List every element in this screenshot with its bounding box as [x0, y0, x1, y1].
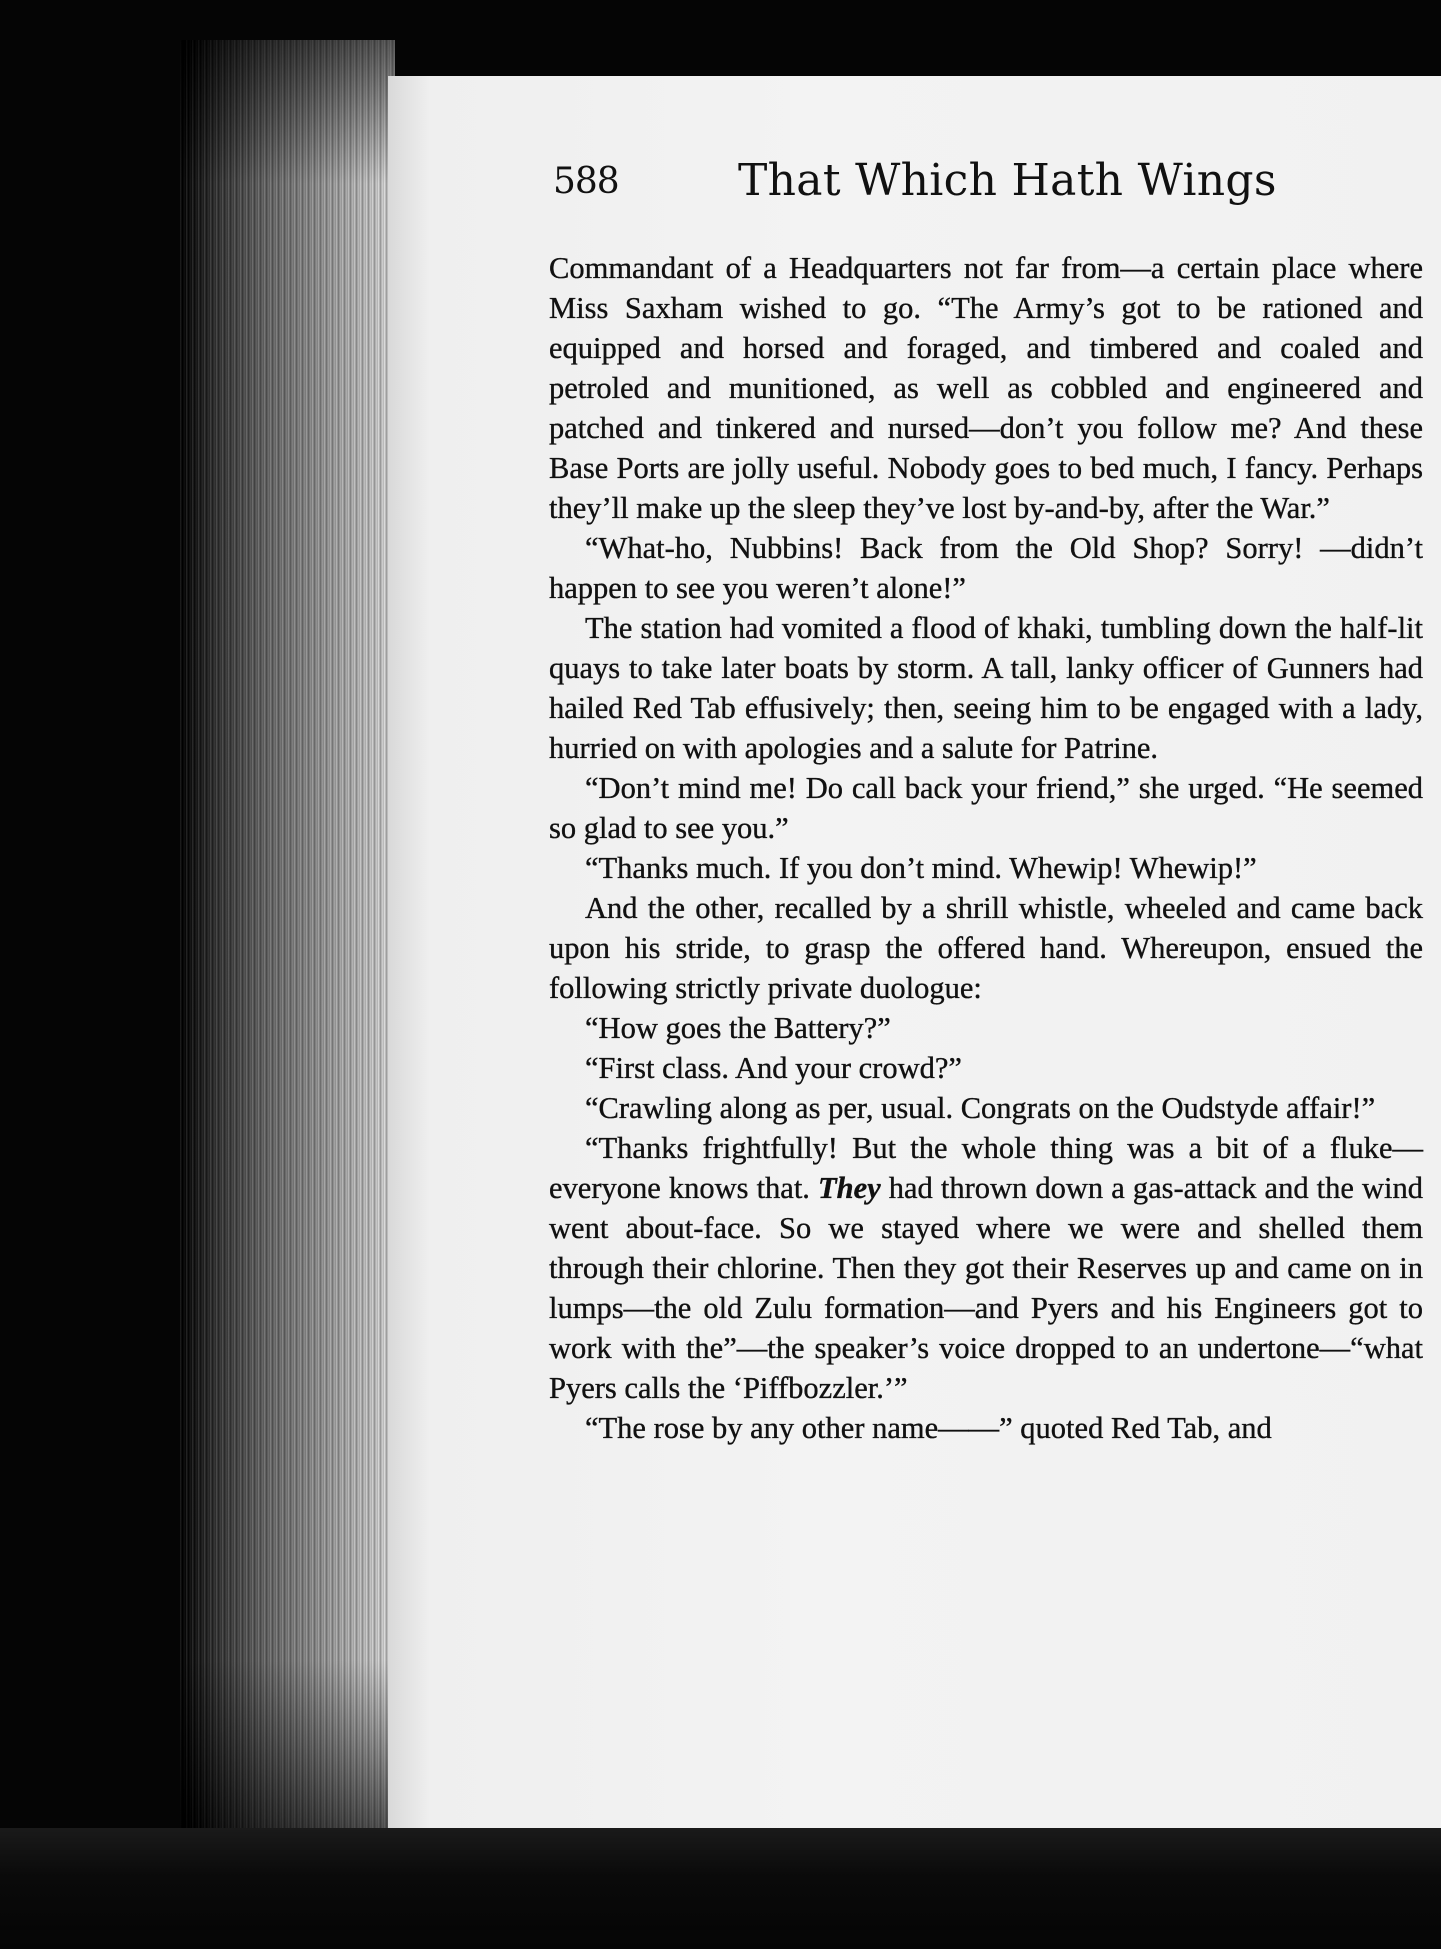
emphasized-word: They [818, 1171, 881, 1205]
page-number: 588 [553, 161, 619, 202]
bottom-shadow [0, 1828, 1441, 1949]
book-title: That Which Hath Wings [738, 155, 1277, 206]
paragraph-text: “Thanks frightfully! But the whole thing was a bit of a fluke—everyone knows that. [549, 1131, 1423, 1205]
body-text [549, 248, 1423, 1448]
paragraph: “How goes the Battery?” [585, 1011, 891, 1045]
paragraph: The station had vomited a flood of khaki, tumbling down the half-lit quays to take later boats by storm. A tall, lanky officer of Gunners had hailed Red Tab effusively; then, seeing him to be engaged with a lady, hurried on with apologies and a salute for Patrine. [549, 611, 1423, 765]
paragraph: “Don’t mind me! Do call back your friend,” she urged. “He seemed so glad to see you.” [549, 771, 1423, 845]
paragraph: Commandant of a Headquarters not far from—a certain place where Miss Saxham wished to go. “The Army’s got to be rationed and equipped and horsed and foraged, and timbered and coaled and petroled and munitioned, as well as cobbled and engineered and patched and tinkered and nursed—don’t you follow me? And these Base Ports are jolly useful. Nobody goes to bed much, I fancy. Perhaps they’ll make up the sleep they’ve lost by-and-by, after the War.” [549, 251, 1423, 525]
page-edges [180, 40, 395, 1840]
paragraph: And the other, recalled by a shrill whistle, wheeled and came back upon his stride, to grasp the offered hand. Whereupon, ensued the following strictly private duologue: [549, 891, 1423, 1005]
paragraph: “First class. And your crowd?” [585, 1051, 962, 1085]
paragraph: “The rose by any other name——” quoted Red Tab, and [585, 1411, 1272, 1445]
paragraph-text: had thrown down a gas-attack and the wind went about-face. So we stayed where we were and shelled them through their chlorine. Then they got their Reserves up and came on in lumps—the old Zulu formation—and Pyers and his Engineers got to work with the”—the speaker’s voice dropped to an undertone—“what Pyers calls the ‘Piffbozzler.’” [549, 1171, 1423, 1405]
paragraph-with-emphasis [549, 1128, 1423, 1408]
paragraph: “Thanks much. If you don’t mind. Whewip! Whewip!” [585, 851, 1257, 885]
running-head [553, 155, 1413, 215]
paragraph: “What-ho, Nubbins! Back from the Old Shop? Sorry! —didn’t happen to see you weren’t alone!” [549, 531, 1423, 605]
paragraph: “Crawling along as per, usual. Congrats on the Oudstyde affair!” [585, 1091, 1376, 1125]
